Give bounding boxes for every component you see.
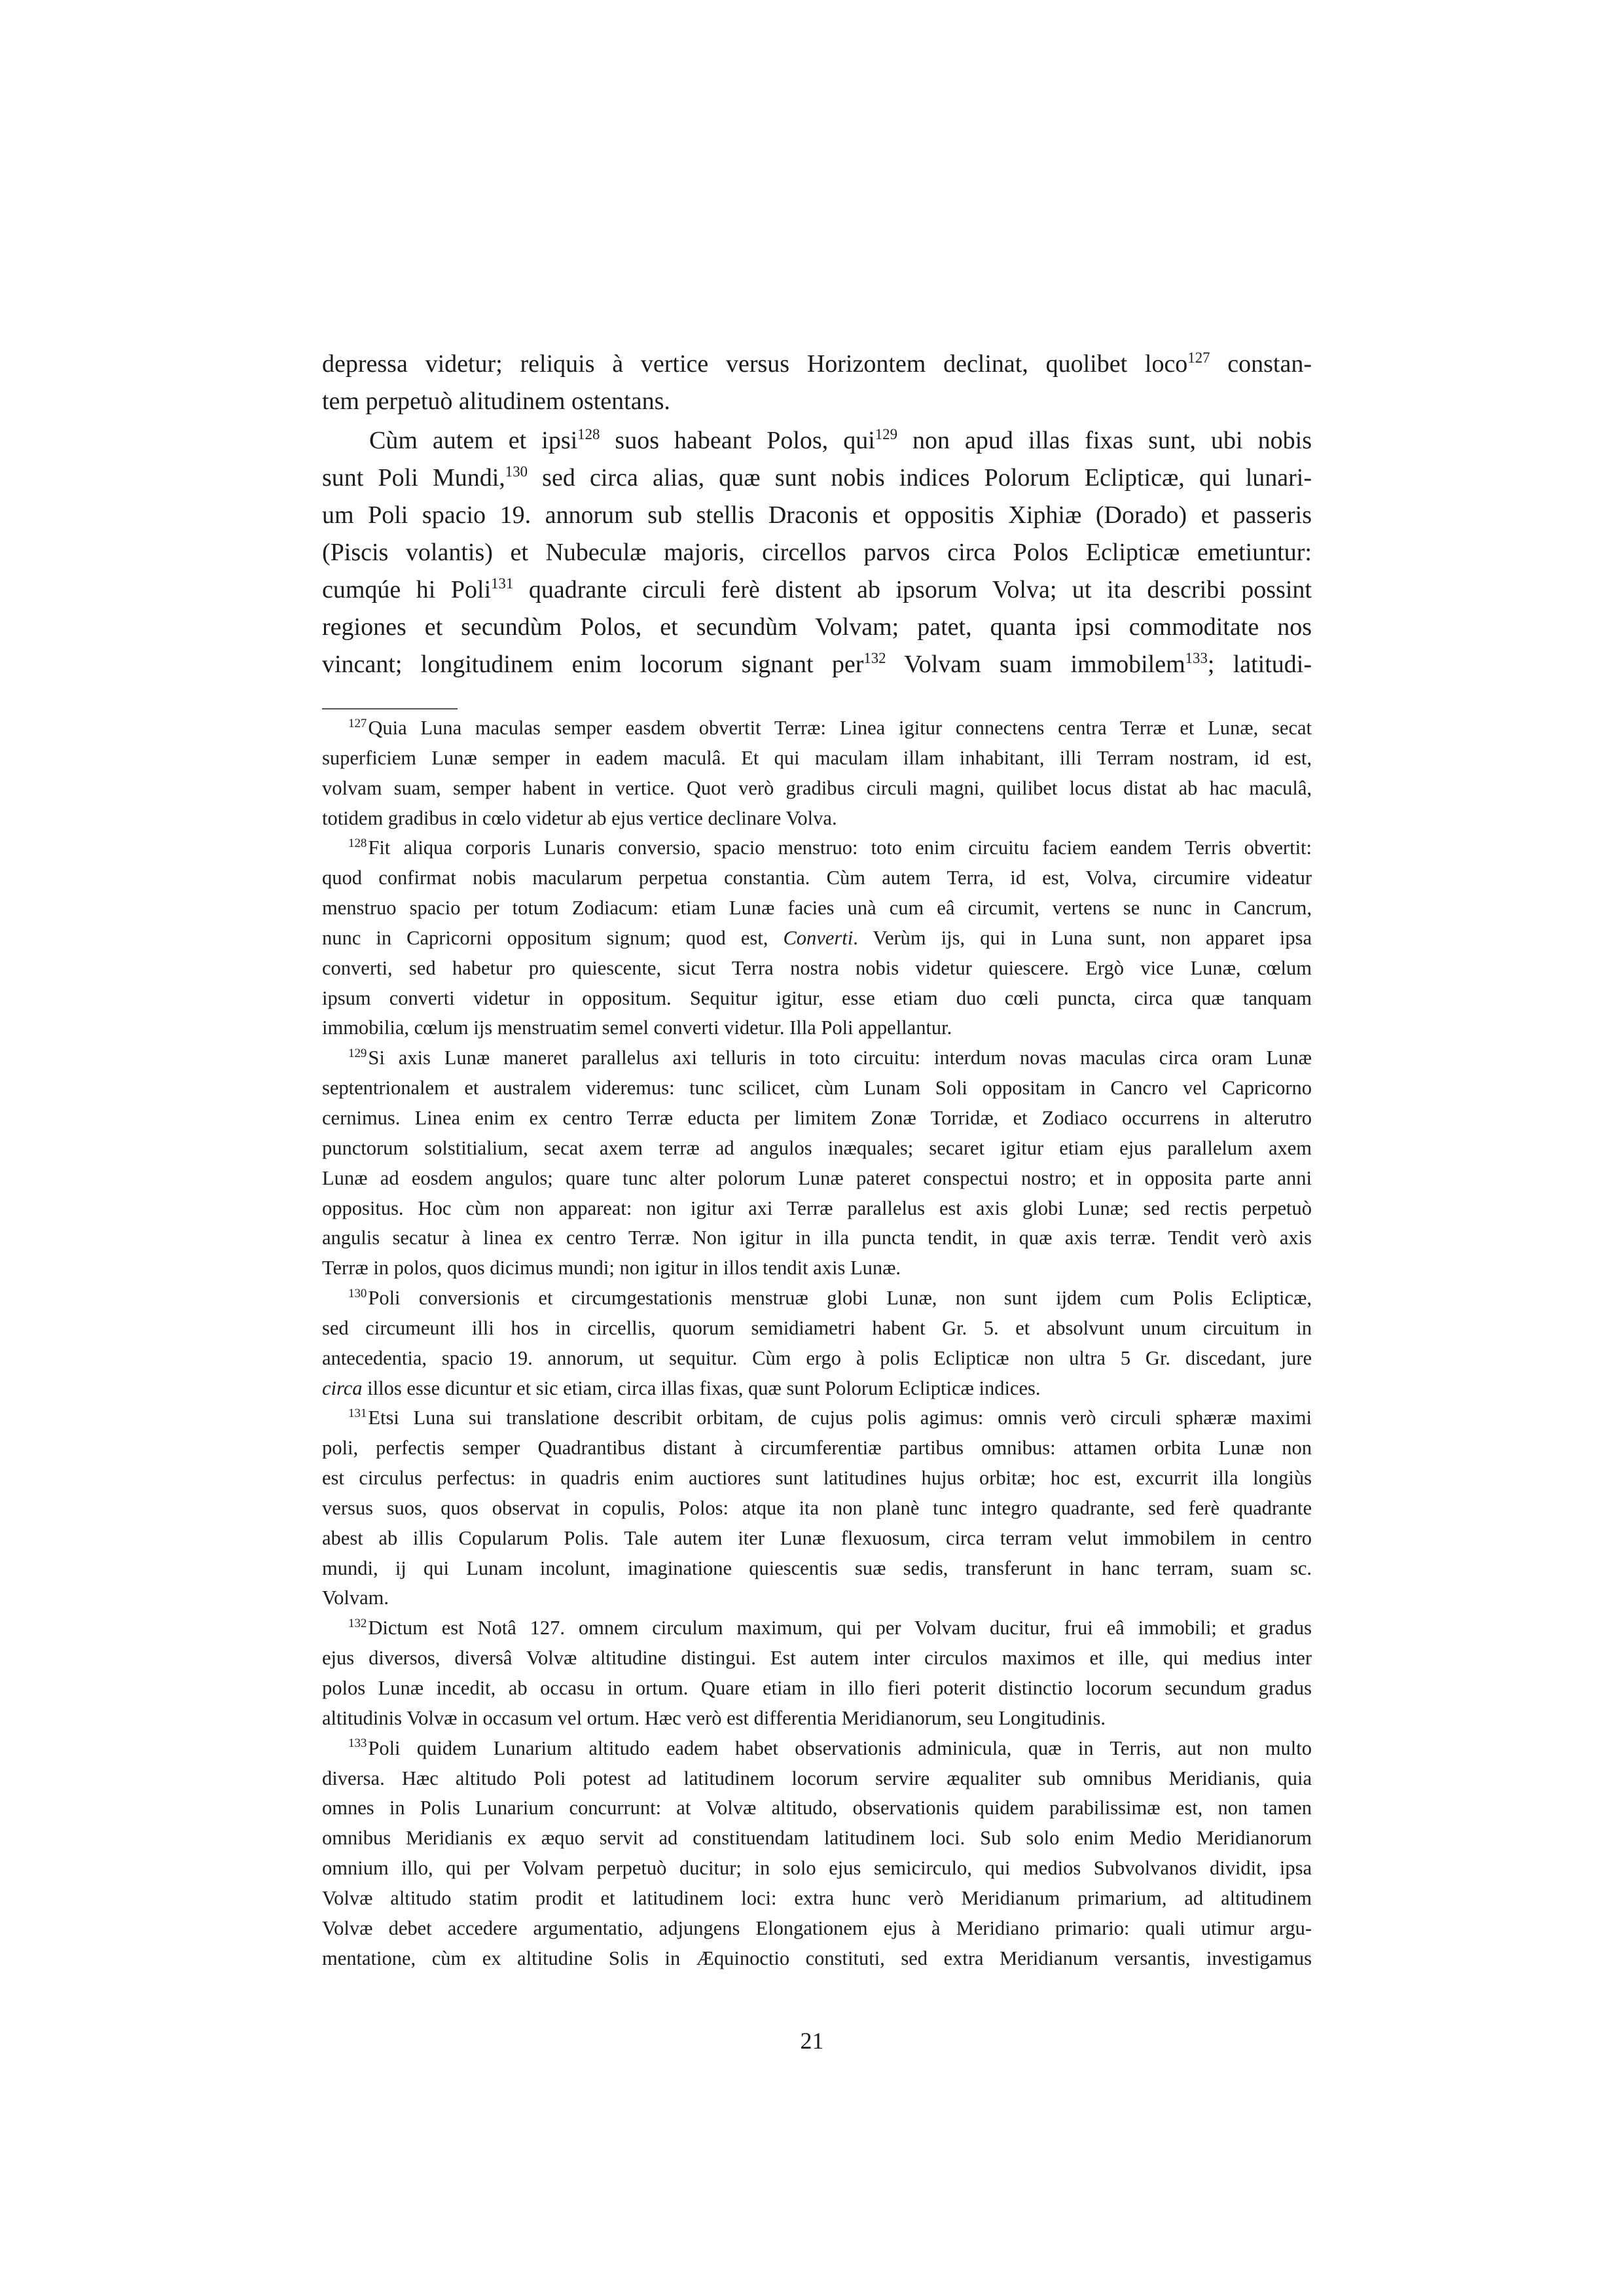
text-line	[322, 1134, 1312, 1164]
main-text	[322, 346, 1312, 685]
footnote-reference: 131	[491, 575, 514, 592]
text-run: suos habeant Polos, qui	[600, 427, 875, 454]
text-line	[322, 459, 1312, 497]
text-run: Poli conversionis et circumgestationis menstruæ globi Lunæ, non sunt ijdem cum Polis Eclipticæ,	[368, 1287, 1312, 1310]
text-line	[322, 1854, 1312, 1884]
footnote-129	[322, 1043, 1312, 1283]
footnote-number: 132	[348, 1616, 367, 1630]
text-run: converti, sed habetur pro quiescente, sicut Terra nostra nobis videtur quiescere. Ergò vice Lunæ, cœlum	[322, 956, 1312, 979]
text-run: Si axis Lunæ maneret parallelus axi telluris in toto circuitu: interdum novas maculas circa oram Lunæ	[368, 1047, 1312, 1069]
footnote-separator-rule	[322, 708, 458, 709]
text-run: Volvam.	[322, 1587, 389, 1609]
footnote-number: 127	[348, 716, 367, 730]
text-line	[322, 1583, 1312, 1613]
text-line	[322, 984, 1312, 1014]
text-run: punctorum solstitialium, secat axem terræ ad angulos inæquales; secaret igitur etiam ejus parallelum axem	[322, 1136, 1312, 1159]
text-line	[322, 1374, 1312, 1404]
text-run: quadrante circuli ferè distent ab ipsorum Volva; ut ita describi possint	[513, 576, 1312, 603]
paragraph	[322, 422, 1312, 683]
text-run: septentrionalem et australem videremus: tunc scilicet, cùm Lunam Soli oppositam in Cancro vel Capricorno	[322, 1077, 1312, 1100]
text-line	[322, 1223, 1312, 1253]
text-line	[322, 924, 1312, 954]
text-run: ipsum converti videtur in oppositum. Sequitur igitur, esse etiam duo cœli puncta, circa quæ tanquam	[322, 986, 1312, 1009]
text-line	[322, 1073, 1312, 1103]
text-run: Poli quidem Lunarium altitudo eadem habet observationis adminicula, quæ in Terris, aut non multo	[368, 1736, 1312, 1759]
text-run: illos esse dicuntur et sic etiam, circa illas fixas, quæ sunt Polorum Eclipticæ indices.	[362, 1376, 1041, 1399]
footnotes	[322, 713, 1312, 1973]
footnote-reference: 128	[577, 425, 600, 442]
text-run: Terræ in polos, quos dicimus mundi; non igitur in illos tendit axis Lunæ.	[322, 1257, 901, 1280]
text-run: mundi, ij qui Lunam incolunt, imaginatione quiescentis suæ sedis, transferunt in hanc terram, suam sc.	[322, 1556, 1312, 1579]
footnote-number: 129	[348, 1046, 367, 1060]
text-line	[322, 1043, 1312, 1073]
text-run: omnium illo, qui per Volvam perpetuò ducitur; in solo ejus semicirculo, qui medios Subvolvanos dividit, ipsa	[322, 1857, 1312, 1880]
text-line	[322, 1734, 1312, 1764]
text-line	[322, 571, 1312, 609]
footnote-128	[322, 833, 1312, 1043]
page-number: 21	[800, 2028, 824, 2054]
text-run: sed circumeunt illi hos in circellis, quorum semidiametri habent Gr. 5. et absolvunt unum circuitum in	[322, 1316, 1312, 1339]
text-run: superficiem Lunæ semper in eadem maculâ. Et qui maculam illam inhabitant, illi Terram nostram, id est,	[322, 746, 1312, 769]
text-run: omnibus Meridianis ex æquo servit ad constituendam latitudinem loci. Sub solo enim Medio Meridianorum	[322, 1827, 1312, 1850]
italic-text: Converti	[783, 926, 854, 949]
text-run: vincant; longitudinem enim locorum signant per	[322, 651, 864, 678]
text-run: . Verùm ijs, qui in Luna sunt, non apparet ipsa	[853, 926, 1312, 949]
text-run: Etsi Luna sui translatione describit orbitam, de cujus polis agimus: omnis verò circuli sphæræ maximi	[368, 1407, 1312, 1429]
text-run: angulis secatur à linea ex centro Terræ. Non igitur in illa puncta tendit, in quæ axis terræ. Tendit verò axis	[322, 1227, 1312, 1249]
text-run: poli, perfectis semper Quadrantibus distant à circumferentiæ partibus omnibus: attamen orbita Lunæ non	[322, 1437, 1312, 1460]
text-run: ; latitudi-	[1207, 651, 1312, 678]
footnote-133	[322, 1734, 1312, 1974]
text-line	[322, 1164, 1312, 1194]
text-line	[322, 1914, 1312, 1944]
text-run: cumqúe hi Poli	[322, 576, 492, 603]
text-line	[322, 1643, 1312, 1674]
text-line	[322, 1764, 1312, 1794]
text-run: tem perpetuò alitudinem ostentans.	[322, 387, 670, 415]
text-run: Volvæ altitudo statim prodit et latitudinem loci: extra hunc verò Meridianum primarium, ad altitudinem	[322, 1886, 1312, 1909]
text-line	[322, 1103, 1312, 1134]
text-run: Volvam suam immobilem	[886, 651, 1185, 678]
text-run: Cùm autem et ipsi	[369, 427, 578, 454]
text-line	[322, 1554, 1312, 1584]
text-run: totidem gradibus in cœlo videtur ab ejus vertice declinare Volva.	[322, 806, 837, 829]
text-line	[322, 744, 1312, 774]
text-line	[322, 1704, 1312, 1734]
text-line	[322, 1944, 1312, 1974]
text-line	[322, 1524, 1312, 1554]
footnote-number: 131	[348, 1407, 367, 1421]
text-line	[322, 833, 1312, 863]
text-run: altitudinis Volvæ in occasum vel ortum. Hæc verò est differentia Meridianorum, seu Longitudinis.	[322, 1706, 1106, 1729]
text-run: abest ab illis Copularum Polis. Tale autem iter Lunæ flexuosum, circa terram velut immobilem in centro	[322, 1526, 1312, 1549]
footnote-reference: 129	[875, 425, 897, 442]
text-run: sunt Poli Mundi,	[322, 464, 505, 492]
text-run: um Poli spacio 19. annorum sub stellis Draconis et oppositis Xiphiæ (Dorado) et passeris	[322, 501, 1312, 529]
text-run: nunc in Capricorni oppositum signum; quod est,	[322, 926, 784, 949]
text-run: omnes in Polis Lunarium concurrunt: at Volvæ altitudo, observationis quidem parabilissimæ est, non tamen	[322, 1797, 1312, 1820]
text-run: oppositus. Hoc cùm non appareat: non igitur axi Terræ parallelus est axis globi Lunæ; sed rectis perpetuò	[322, 1196, 1312, 1219]
text-line	[322, 422, 1312, 459]
text-line	[322, 1823, 1312, 1854]
text-run: sed circa alias, quæ sunt nobis indices Polorum Eclipticæ, qui lunari-	[528, 464, 1312, 492]
text-line	[322, 1013, 1312, 1043]
footnote-number: 128	[348, 836, 367, 851]
text-line	[322, 1613, 1312, 1643]
text-line	[322, 1793, 1312, 1823]
text-line	[322, 893, 1312, 924]
text-run: versus suos, quos observat in copulis, Polos: atque ita non planè tunc integro quadrante, sed ferè quadrante	[322, 1496, 1312, 1519]
text-line	[322, 1344, 1312, 1374]
text-run: (Piscis volantis) et Nubeculæ majoris, circellos parvos circa Polos Eclipticæ emetiuntur:	[322, 539, 1312, 566]
text-line	[322, 954, 1312, 984]
text-line	[322, 713, 1312, 744]
text-line	[322, 497, 1312, 534]
text-line	[322, 1403, 1312, 1433]
text-run: est circulus perfectus: in quadris enim auctiores sunt latitudines hujus orbitæ; hoc est, excurrit illa longiùs	[322, 1467, 1312, 1490]
text-line	[322, 1253, 1312, 1283]
text-line	[322, 346, 1312, 383]
text-line	[322, 863, 1312, 893]
text-run: diversa. Hæc altitudo Poli potest ad latitudinem locorum servire æqualiter sub omnibus Meridianis, quia	[322, 1767, 1312, 1789]
text-run: antecedentia, spacio 19. annorum, ut sequitur. Cùm ergo à polis Eclipticæ non ultra 5 Gr. discedant, jure	[322, 1346, 1312, 1369]
footnote-reference: 133	[1185, 649, 1208, 666]
text-line	[322, 1674, 1312, 1704]
text-run: quod confirmat nobis macularum perpetua constantia. Cùm autem Terra, id est, Volva, circumire videatur	[322, 867, 1312, 889]
text-line	[322, 1884, 1312, 1914]
text-run: polos Lunæ incedit, ab occasu in ortum. Quare etiam in illo fieri poterit distinctio locorum secundum gradus	[322, 1677, 1312, 1699]
footnote-131	[322, 1403, 1312, 1613]
footnote-reference: 132	[863, 649, 886, 666]
text-line	[322, 1283, 1312, 1314]
text-run: Dictum est Notâ 127. omnem circulum maximum, qui per Volvam ducitur, frui eâ immobili; et gradus	[368, 1617, 1312, 1640]
text-line	[322, 1463, 1312, 1494]
text-line	[322, 774, 1312, 804]
text-run: cernimus. Linea enim ex centro Terræ educta per limitem Zonæ Torridæ, et Zodiaco occurrens in alterutro	[322, 1106, 1312, 1129]
text-line	[322, 804, 1312, 834]
text-run: menstruo spacio per totum Zodiacum: etiam Lunæ facies unà cum eâ circumit, vertens se nunc in Cancrum,	[322, 897, 1312, 920]
text-run: immobilia, cœlum ijs menstruatim semel converti videtur. Illa Poli appellantur.	[322, 1016, 952, 1039]
footnote-number: 133	[348, 1736, 367, 1751]
footnote-130	[322, 1283, 1312, 1403]
text-line	[322, 646, 1312, 683]
text-line	[322, 609, 1312, 646]
text-line	[322, 1314, 1312, 1344]
footnote-number: 130	[348, 1286, 367, 1300]
text-run: ejus diversos, diversâ Volvæ altitudine distingui. Est autem inter circulos maximos et ille, qui medius inter	[322, 1647, 1312, 1670]
text-run: Volvæ debet accedere argumentatio, adjungens Elongationem ejus à Meridiano primario: quali utimur argu-	[322, 1916, 1312, 1939]
text-run: volvam suam, semper habent in vertice. Quot verò gradibus circuli magni, quilibet locus distat ab hac maculâ,	[322, 776, 1312, 799]
text-run: Fit aliqua corporis Lunaris conversio, spacio menstruo: toto enim circuitu faciem eandem Terris obvertit:	[368, 836, 1312, 859]
text-run: Lunæ ad eosdem angulos; quare tunc alter polorum Lunæ pateret conspectui nostro; et in opposita parte anni	[322, 1166, 1312, 1189]
text-line	[322, 1494, 1312, 1524]
footnote-reference: 127	[1187, 349, 1210, 366]
footnote-reference: 130	[505, 463, 528, 480]
italic-text: circa	[322, 1376, 363, 1399]
text-line	[322, 534, 1312, 571]
text-line	[322, 1194, 1312, 1224]
footnote-127	[322, 713, 1312, 833]
footnote-132	[322, 1613, 1312, 1733]
text-run: non apud illas fixas sunt, ubi nobis	[897, 427, 1312, 454]
text-run: constan-	[1210, 350, 1312, 378]
text-run: Quia Luna maculas semper easdem obvertit Terræ: Linea igitur connectens centra Terræ et Lunæ, secat	[368, 717, 1312, 739]
text-line	[322, 1433, 1312, 1463]
text-run: depressa videtur; reliquis à vertice versus Horizontem declinat, quolibet loco	[322, 350, 1188, 378]
text-line	[322, 383, 1312, 420]
paragraph	[322, 346, 1312, 420]
text-run: regiones et secundùm Polos, et secundùm Volvam; patet, quanta ipsi commoditate nos	[322, 613, 1312, 641]
text-run: mentatione, cùm ex altitudine Solis in Æquinoctio constituti, sed extra Meridianum versantis, investigamus	[322, 1946, 1312, 1969]
